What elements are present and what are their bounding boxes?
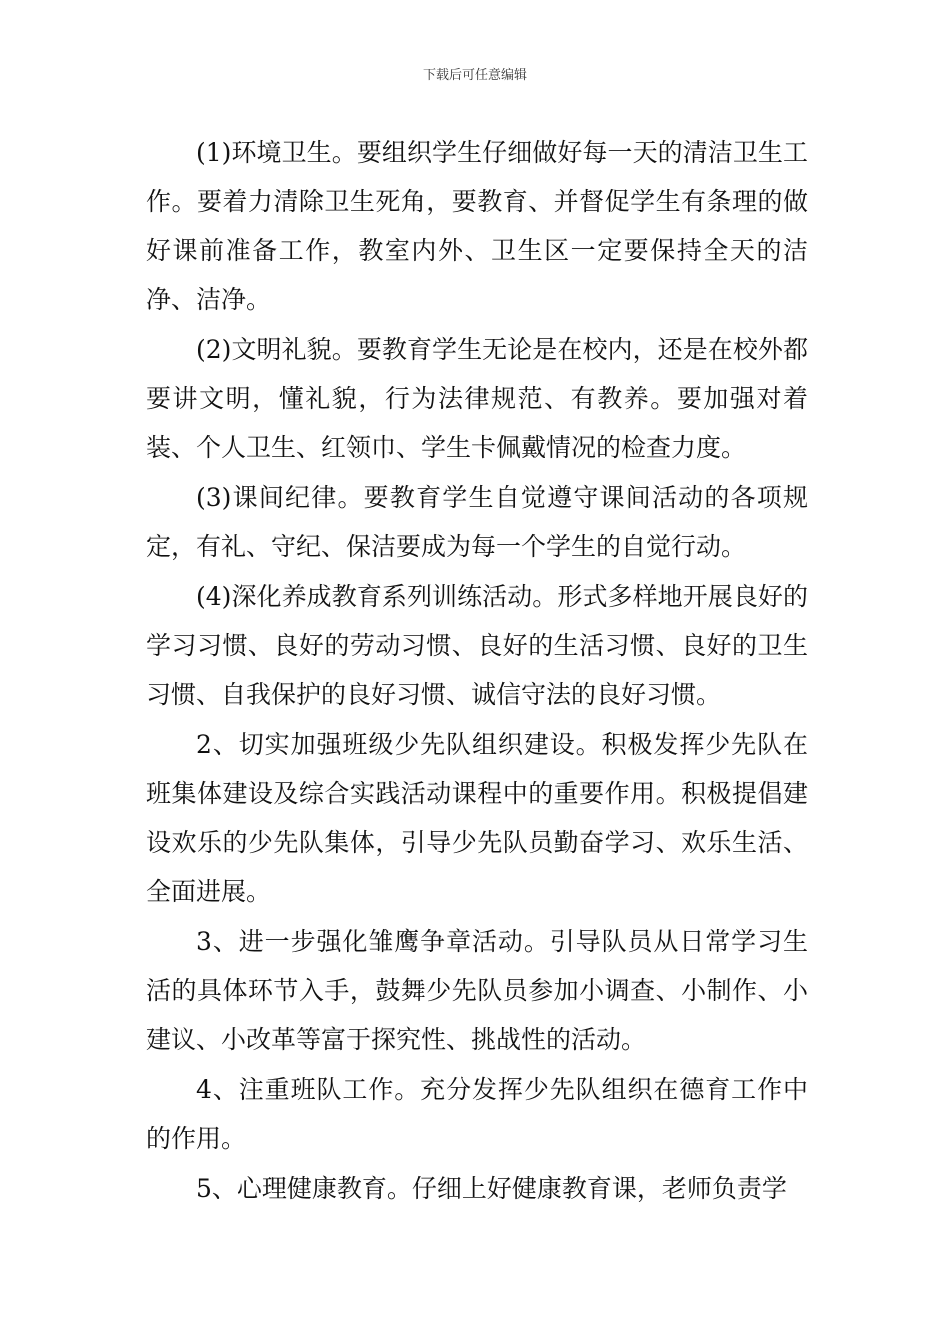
paragraph-civility: (2)文明礼貌。要教育学生无论是在校内，还是在校外都要讲文明，懂礼貌，行为法律规范、有教养。要加强对着装、个人卫生、红领巾、学生卡佩戴情况的检查力度。: [146, 335, 808, 462]
paragraph-class-team-work: 4、注重班队工作。充分发挥少先队组织在德育工作中的作用。: [146, 1075, 808, 1153]
paragraph-break-discipline: (3)课间纪律。要教育学生自觉遵守课间活动的各项规定，有礼、守纪、保洁要成为每一个学生的自觉行动。: [146, 483, 808, 561]
paragraph-environment-hygiene: (1)环境卫生。要组织学生仔细做好每一天的清洁卫生工作。要着力清除卫生死角，要教育、并督促学生有条理的做好课前准备工作，教室内外、卫生区一定要保持全天的洁净、洁净。: [146, 138, 808, 314]
document-body: [146, 128, 808, 1214]
paragraph-habit-training: (4)深化养成教育系列训练活动。形式多样地开展良好的学习习惯、良好的劳动习惯、良好的生活习惯、良好的卫生习惯、自我保护的良好习惯、诚信守法的良好习惯。: [146, 582, 808, 709]
page-header: 下载后可任意编辑: [422, 68, 527, 83]
paragraph-eagle-badge-activity: 3、进一步强化雏鹰争章活动。引导队员从日常学习生活的具体环节入手，鼓舞少先队员参加小调查、小制作、小建议、小改革等富于探究性、挑战性的活动。: [146, 927, 808, 1054]
paragraph-mental-health: 5、心理健康教育。仔细上好健康教育课，老师负责学: [196, 1174, 787, 1203]
paragraph-young-pioneers-organization: 2、切实加强班级少先队组织建设。积极发挥少先队在班集体建设及综合实践活动课程中的重要作用。积极提倡建设欢乐的少先队集体，引导少先队员勤奋学习、欢乐生活、全面进展。: [146, 730, 808, 906]
